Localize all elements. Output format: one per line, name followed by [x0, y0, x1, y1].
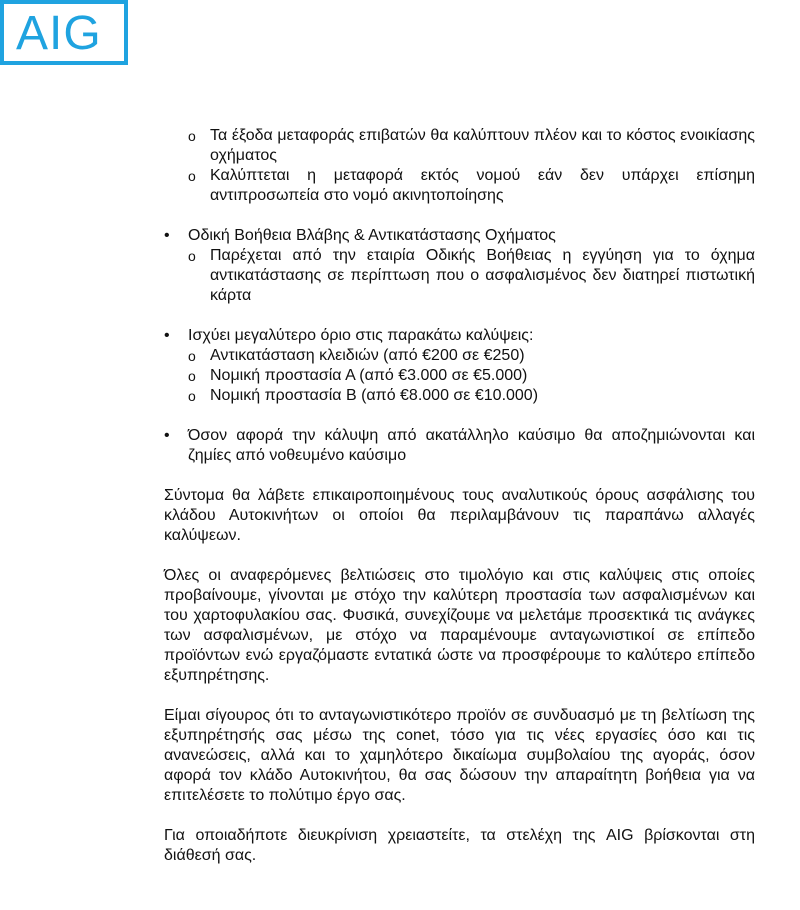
list-item: o Παρέχεται από την εταιρία Οδικής Βοήθειας η εγγύηση για το όχημα αντικατάστασης σε περίπτωση που ο ασφαλισμένος δεν διατηρεί πιστωτική κάρτα: [164, 246, 755, 306]
list-item: o Καλύπτεται η μεταφορά εκτός νομού εάν δεν υπάρχει επίσημη αντιπροσωπεία στο νομό ακινητοποίησης: [164, 166, 755, 206]
document-body: [164, 126, 755, 866]
bullet-fuel-coverage: • Όσον αφορά την κάλυψη από ακατάλληλο καύσιμο θα αποζημιώνονται και ζημίες από νοθευμένο καύσιμο: [164, 426, 755, 466]
aig-logo: [0, 0, 128, 65]
list-item: o Νομική προστασία Α (από €3.000 σε €5.000): [164, 366, 755, 386]
logo-text: AIG: [16, 7, 102, 60]
list-item: o Αντικατάσταση κλειδιών (από €200 σε €250): [164, 346, 755, 366]
paragraph-contact: Για οποιαδήποτε διευκρίνιση χρειαστείτε, τα στελέχη της AIG βρίσκονται στη διάθεσή σας.: [164, 827, 755, 864]
list-item: o Νομική προστασία Β (από €8.000 σε €10.000): [164, 386, 755, 406]
bullet-higher-limits: • Ισχύει μεγαλύτερο όριο στις παρακάτω καλύψεις:: [164, 326, 755, 346]
bullet-roadside-assistance: • Οδική Βοήθεια Βλάβης & Αντικατάστασης Οχήματος: [164, 226, 755, 246]
list-item: o Τα έξοδα μεταφοράς επιβατών θα καλύπτουν πλέον και το κόστος ενοικίασης οχήματος: [164, 126, 755, 166]
paragraph-confidence: Είμαι σίγουρος ότι το ανταγωνιστικότερο προϊόν σε συνδυασμό με τη βελτίωση της εξυπηρέτησής σας μέσω της conet, τόσο για τις νέες εργασίες όσο και τις ανανεώσεις, αλλά και το χαμηλότερο δικαίωμα συμβολαίου της αγοράς, όσον αφορά τον κλάδο Αυτοκινήτου, θα σας δώσουν την απαραίτητη βοήθεια για να επιτελέσετε το πολύτιμο έργο σας.: [164, 707, 755, 804]
paragraph-updated-terms: Σύντομα θα λάβετε επικαιροποιημένους τους αναλυτικούς όρους ασφάλισης του κλάδου Αυτοκινήτων οι οποίοι θα περιλαμβάνουν τις παραπάνω αλλαγές καλύψεων.: [164, 487, 755, 544]
paragraph-improvements: Όλες οι αναφερόμενες βελτιώσεις στο τιμολόγιο και στις καλύψεις στις οποίες προβαίνουμε, γίνονται με στόχο την καλύτερη προστασία των ασφαλισμένων και του χαρτοφυλακίου σας. Φυσικά, συνεχίζουμε να μελετάμε προσεκτικά τις ανάγκες των ασφαλισμένων, με στόχο να παραμένουμε ανταγωνιστικοί σε επίπεδο προϊόντων ενώ εργαζόμαστε εντατικά ώστε να προσφέρουμε το καλύτερο επίπεδο εξυπηρέτησης.: [164, 567, 755, 684]
